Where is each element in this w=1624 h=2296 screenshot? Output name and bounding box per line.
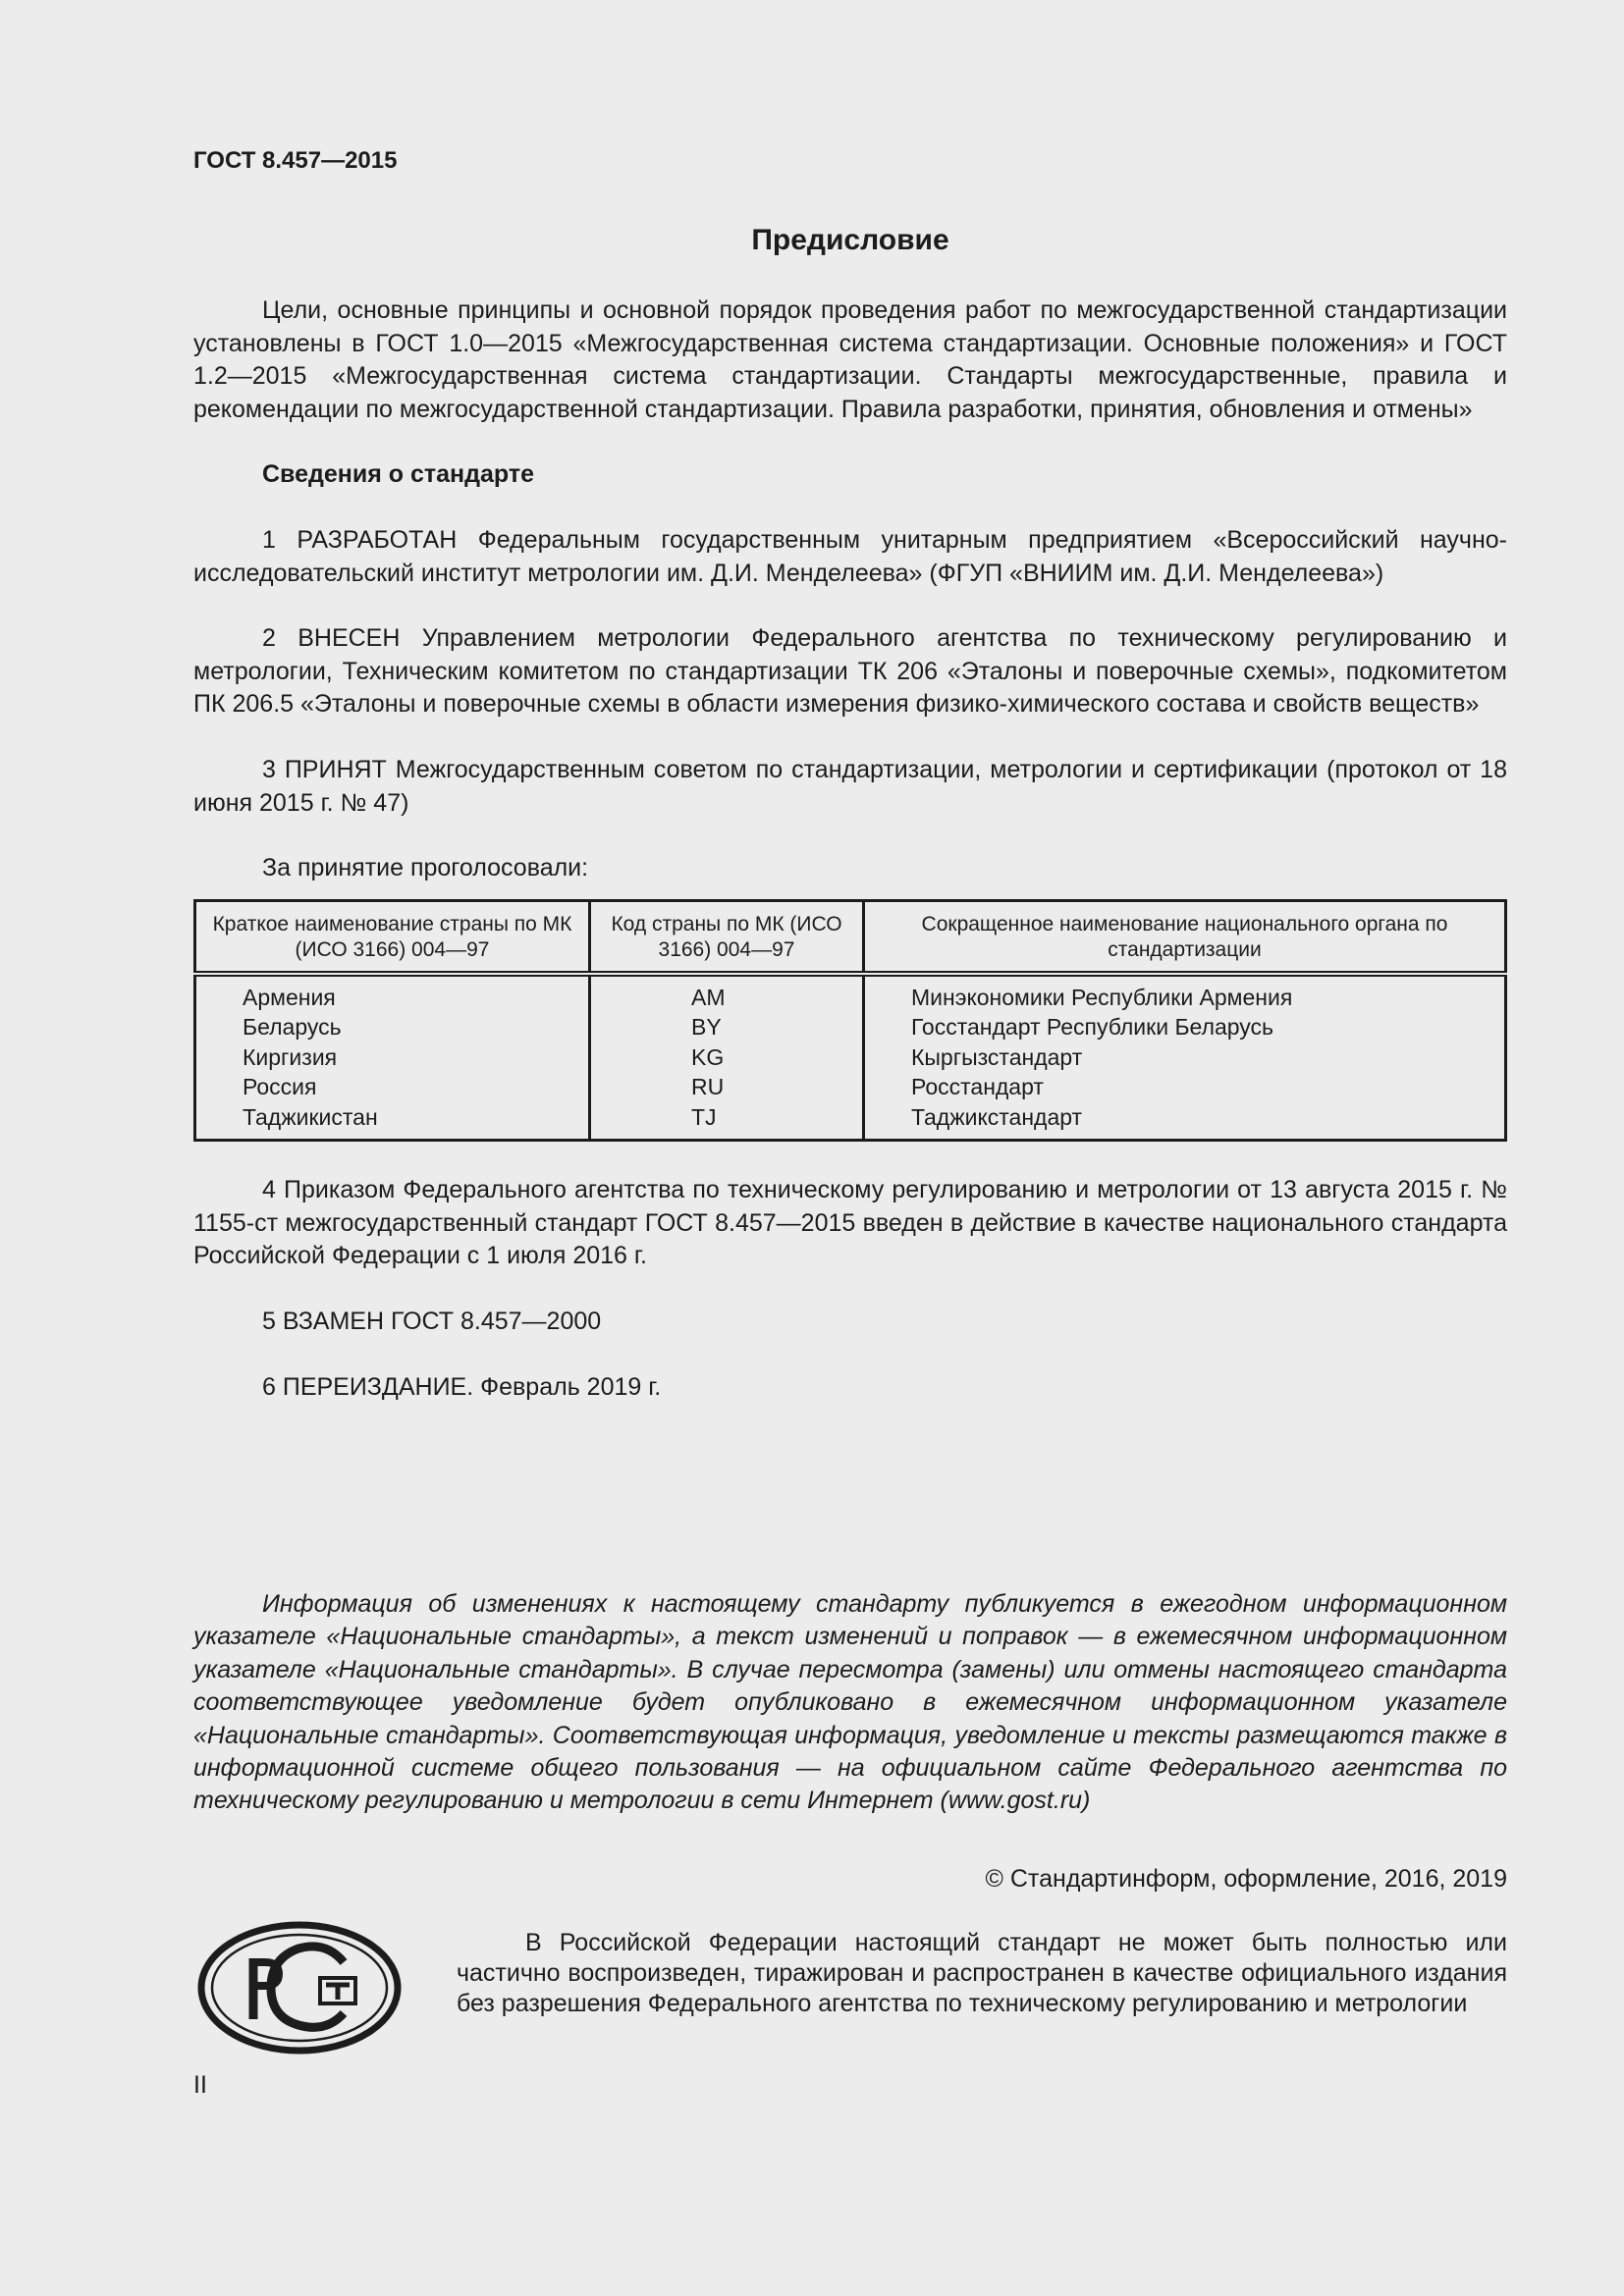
voting-countries-table	[193, 899, 1507, 1143]
rst-logo-graphic	[196, 1919, 403, 2056]
country-name-cell: Киргизия	[243, 1043, 338, 1070]
country-code-cell: KG	[590, 1041, 864, 1072]
item-submitted: 2 ВНЕСЕН Управлением метрологии Федерального агентства по техническому регулированию и метрологии, Техническим комитетом по стандартизации ТК 206 «Эталоны и поверочные схемы», подкомитетом ПК 206.5 «Эталоны и поверочные схемы в области измерения физико-химического состава и свойств веществ»	[193, 624, 1507, 719]
header-country-name: Краткое наименование страны по МК (ИСО 3166) 004—97	[195, 900, 590, 974]
standard-info-heading: Сведения о стандарте	[262, 460, 535, 489]
country-code-cell: AM	[590, 974, 864, 1012]
copyright-line: © Стандартинформ, оформление, 2016, 2019	[985, 1865, 1507, 1893]
item-adopted: 3 ПРИНЯТ Межгосударственным советом по стандартизации, метрологии и сертификации (протокол от 18 июня 2015 г. № 47)	[193, 755, 1507, 817]
changes-notice: Информация об изменениях к настоящему стандарту публикуется в ежегодном информационном указателе «Национальные стандарты», а текст изменений и поправок — в ежемесячном информационном указателе «Национальные стандарты». В случае пересмотра (замены) или отмены настоящего стандарта соответствующее уведомление будет опубликовано в ежемесячном информационном указателе «Национальные стандарты». Соответствующая информация, уведомление и тексты размещаются также в информационной системе общего пользования — на официальном сайте Федерального агентства по техническому регулированию и метрологии в сети Интернет (www.gost.ru)	[193, 1590, 1507, 1815]
table-row	[195, 1041, 1506, 1072]
item-replaces: 5 ВЗАМЕН ГОСТ 8.457—2000	[262, 1308, 602, 1335]
country-code-cell: TJ	[590, 1101, 864, 1141]
page-number: II	[193, 2071, 207, 2099]
foreword-content	[193, 294, 1507, 1436]
table-row	[195, 1011, 1506, 1041]
national-body-cell: Госстандарт Республики Беларусь	[864, 1011, 1506, 1041]
document-code-header: ГОСТ 8.457—2015	[193, 147, 398, 174]
item-reissue: 6 ПЕРЕИЗДАНИЕ. Февраль 2019 г.	[262, 1372, 662, 1401]
voted-label: За принятие проголосовали:	[262, 854, 589, 882]
country-code-cell: BY	[590, 1011, 864, 1041]
national-body-cell: Кыргызстандарт	[864, 1041, 1506, 1072]
country-code-cell: RU	[590, 1071, 864, 1101]
table-row	[195, 1071, 1506, 1101]
table-row	[195, 1101, 1506, 1141]
country-name-cell: Таджикистан	[243, 1103, 378, 1130]
rst-certification-mark-icon	[196, 1919, 403, 2056]
document-page	[193, 0, 1507, 2296]
country-name-cell: Беларусь	[243, 1014, 342, 1041]
header-country-code: Код страны по МК (ИСО 3166) 004—97	[590, 900, 864, 974]
item-order: 4 Приказом Федерального агентства по техническому регулированию и метрологии от 13 августа 2015 г. № 1155-ст межгосударственный стандарт ГОСТ 8.457—2015 введен в действие в качестве национального стандарта Российской Федерации с 1 июля 2016 г.	[193, 1176, 1507, 1270]
table-row	[195, 974, 1506, 1012]
item-developed: 1 РАЗРАБОТАН Федеральным государственным унитарным предприятием «Всероссийский научно-исследовательский институт метрологии им. Д.И. Менделеева» (ФГУП «ВНИИМ им. Д.И. Менделеева»)	[193, 525, 1507, 587]
country-name-cell: Россия	[243, 1074, 317, 1100]
page-title: Предисловие	[751, 224, 949, 256]
national-body-cell: Росстандарт	[864, 1071, 1506, 1101]
country-name-cell: Армения	[243, 984, 336, 1010]
header-national-body: Сокращенное наименование национального органа по стандартизации	[864, 900, 1506, 974]
national-body-cell: Минэкономики Республики Армения	[864, 974, 1506, 1012]
reproduction-rights-notice: В Российской Федерации настоящий стандарт не может быть полностью или частично воспроизведен, тиражирован и распространен в качестве официального издания без разрешения Федерального агентства по техническому регулированию и метрологии	[457, 1929, 1507, 2017]
table-header-row	[195, 900, 1506, 974]
national-body-cell: Таджикстандарт	[864, 1101, 1506, 1141]
intro-paragraph: Цели, основные принципы и основной порядок проведения работ по межгосударственной стандартизации установлены в ГОСТ 1.0—2015 «Межгосударственная система стандартизации. Основные положения» и ГОСТ 1.2—2015 «Межгосударственная система стандартизации. Стандарты межгосударственные, правила и рекомендации по межгосударственной стандартизации. Правила разработки, принятия, обновления и отмены»	[193, 296, 1507, 423]
